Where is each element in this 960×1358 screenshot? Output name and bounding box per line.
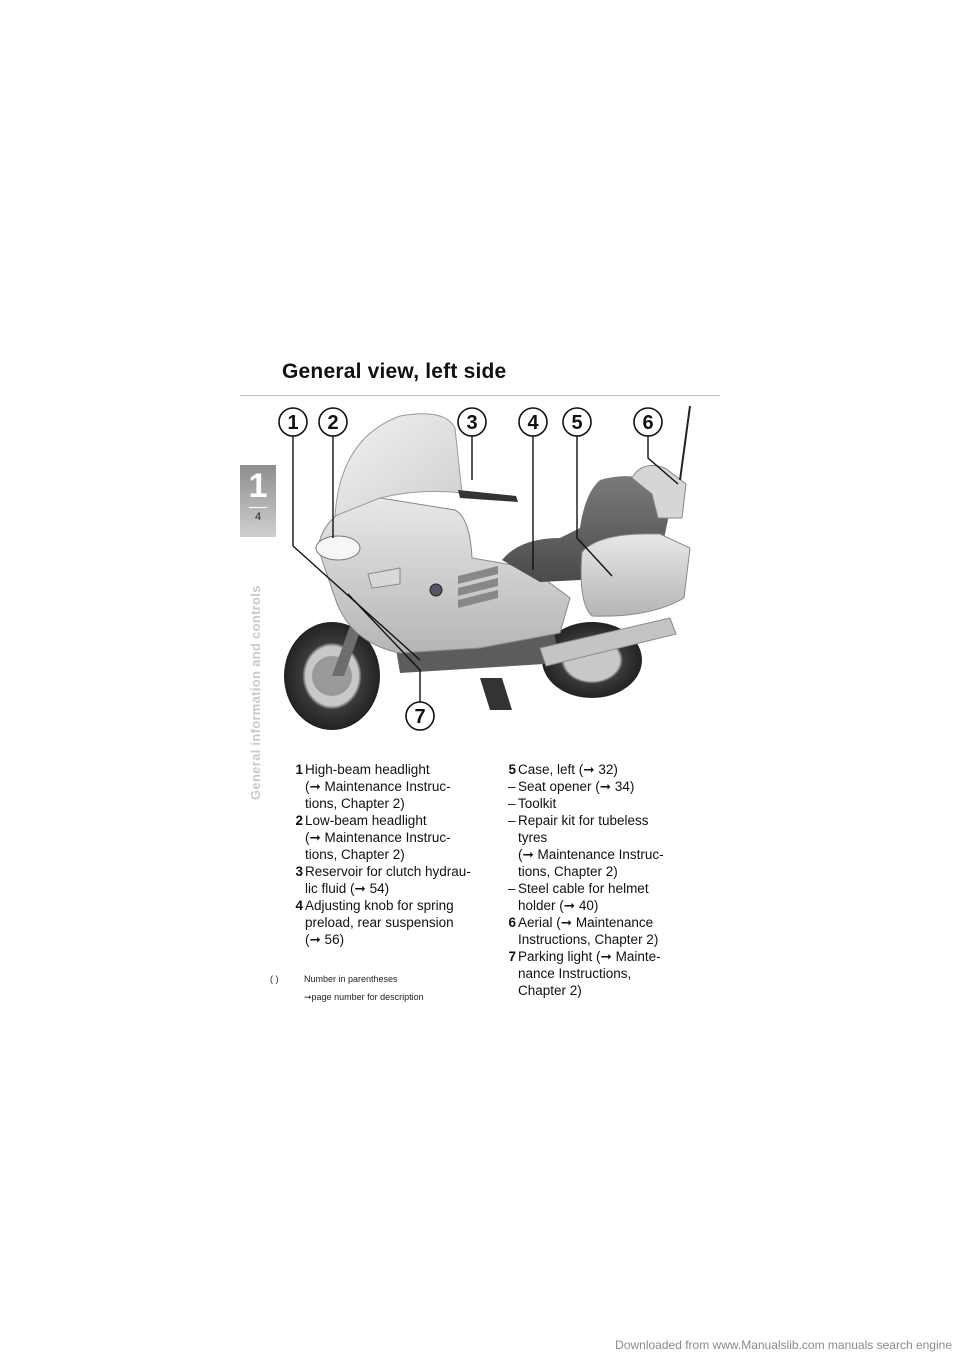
handlebar bbox=[458, 490, 518, 502]
legend-text bbox=[305, 812, 483, 863]
legend-subitem: – Seat opener (➞ 34) bbox=[496, 778, 706, 795]
arrow-text: ➞page number for description bbox=[304, 992, 424, 1002]
legend-item-6 bbox=[496, 914, 706, 948]
chapter-number: 1 bbox=[248, 467, 268, 505]
legend-line: Adjusting knob for spring bbox=[305, 898, 454, 913]
legend-number: 7 bbox=[508, 949, 516, 964]
legend-subitem: – Repair kit for tubeless tyres (➞ Maintenance Instruc- tions, Chapter 2) bbox=[496, 812, 706, 880]
legend-line: Reservoir for clutch hydrau- bbox=[305, 864, 471, 879]
legend-number: 6 bbox=[508, 915, 516, 930]
legend-line: Seat opener (➞ 34) bbox=[518, 779, 635, 794]
legend-line: lic fluid (➞ 54) bbox=[305, 881, 390, 896]
legend-number: 5 bbox=[508, 762, 516, 777]
legend-line: holder (➞ 40) bbox=[518, 898, 599, 913]
svg-text:4: 4 bbox=[527, 412, 539, 434]
legend-text: Case, left (➞ 32) bbox=[518, 762, 618, 777]
centre-stand bbox=[480, 678, 512, 710]
legend-item-5 bbox=[496, 761, 706, 778]
legend-number: 4 bbox=[295, 898, 303, 913]
legend-line: (➞ Maintenance Instruc- bbox=[305, 830, 451, 845]
page-number: 4 bbox=[254, 511, 262, 523]
legend-item-1 bbox=[283, 761, 483, 812]
legend-line: (➞ 56) bbox=[305, 932, 345, 947]
callout-3 bbox=[458, 408, 486, 436]
legend-text bbox=[518, 948, 706, 999]
legend-item-4 bbox=[283, 897, 483, 948]
legend-line: tyres bbox=[518, 830, 548, 845]
title-divider bbox=[240, 395, 720, 396]
left-case bbox=[581, 534, 690, 616]
legend-text bbox=[305, 897, 483, 948]
svg-text:6: 6 bbox=[642, 412, 654, 434]
callout-2 bbox=[319, 408, 347, 436]
svg-text:3: 3 bbox=[466, 412, 478, 434]
page-title: General view, left side bbox=[282, 360, 507, 383]
legend-line: (➞ Maintenance Instruc- bbox=[518, 847, 664, 862]
symbol-key bbox=[270, 970, 424, 1006]
legend-item-7 bbox=[496, 948, 706, 999]
headlight bbox=[316, 536, 360, 560]
callout-5 bbox=[563, 408, 591, 436]
legend-line: Steel cable for helmet bbox=[518, 881, 649, 896]
legend-subitem: – Toolkit bbox=[496, 795, 706, 812]
callout-6 bbox=[634, 408, 662, 436]
callout-4 bbox=[519, 408, 547, 436]
parentheses-text: Number in parentheses bbox=[304, 974, 398, 984]
legend-text bbox=[518, 914, 706, 948]
legend-line: nance Instructions, bbox=[518, 966, 632, 981]
legend-line: Instructions, Chapter 2) bbox=[518, 932, 659, 947]
chapter-side-label: General information and controls bbox=[248, 585, 263, 800]
legend-line: (➞ Maintenance Instruc- bbox=[305, 779, 451, 794]
key-parentheses bbox=[270, 970, 424, 988]
legend-line: Chapter 2) bbox=[518, 983, 582, 998]
legend-item-3 bbox=[283, 863, 483, 897]
svg-text:1: 1 bbox=[287, 412, 299, 434]
legend-line: Low-beam headlight bbox=[305, 813, 427, 828]
legend-text bbox=[305, 761, 483, 812]
legend-line: tions, Chapter 2) bbox=[305, 847, 405, 862]
legend-line: tions, Chapter 2) bbox=[518, 864, 618, 879]
legend-line: tions, Chapter 2) bbox=[305, 796, 405, 811]
download-footer: Downloaded from www.Manualslib.com manuals search engine bbox=[615, 1338, 952, 1352]
key-arrow bbox=[270, 988, 424, 1006]
motorcycle-illustration bbox=[240, 398, 720, 748]
legend-line: Parking light (➞ Mainte- bbox=[518, 949, 661, 964]
legend-number: 2 bbox=[295, 813, 303, 828]
legend-subitem: – Steel cable for helmet holder (➞ 40) bbox=[496, 880, 706, 914]
legend-number: 1 bbox=[295, 762, 303, 777]
svg-text:2: 2 bbox=[327, 412, 339, 434]
legend-line: preload, rear suspension bbox=[305, 915, 454, 930]
aerial bbox=[680, 406, 690, 480]
legend-line: High-beam headlight bbox=[305, 762, 430, 777]
legend-line: Repair kit for tubeless bbox=[518, 813, 649, 828]
legend-text bbox=[305, 863, 483, 897]
legend-line: Toolkit bbox=[518, 796, 557, 811]
svg-text:7: 7 bbox=[414, 706, 426, 728]
callout-7 bbox=[406, 702, 434, 730]
callout-1 bbox=[279, 408, 307, 436]
legend-line: Aerial (➞ Maintenance bbox=[518, 915, 654, 930]
svg-text:5: 5 bbox=[571, 412, 583, 434]
parentheses-symbol: ( ) bbox=[270, 974, 279, 984]
legend-number: 3 bbox=[295, 864, 303, 879]
legend-item-2 bbox=[283, 812, 483, 863]
legend-left-column bbox=[283, 761, 483, 948]
motorcycle-figure bbox=[240, 398, 720, 748]
legend-right-column bbox=[496, 761, 706, 999]
bmw-logo bbox=[430, 584, 442, 596]
